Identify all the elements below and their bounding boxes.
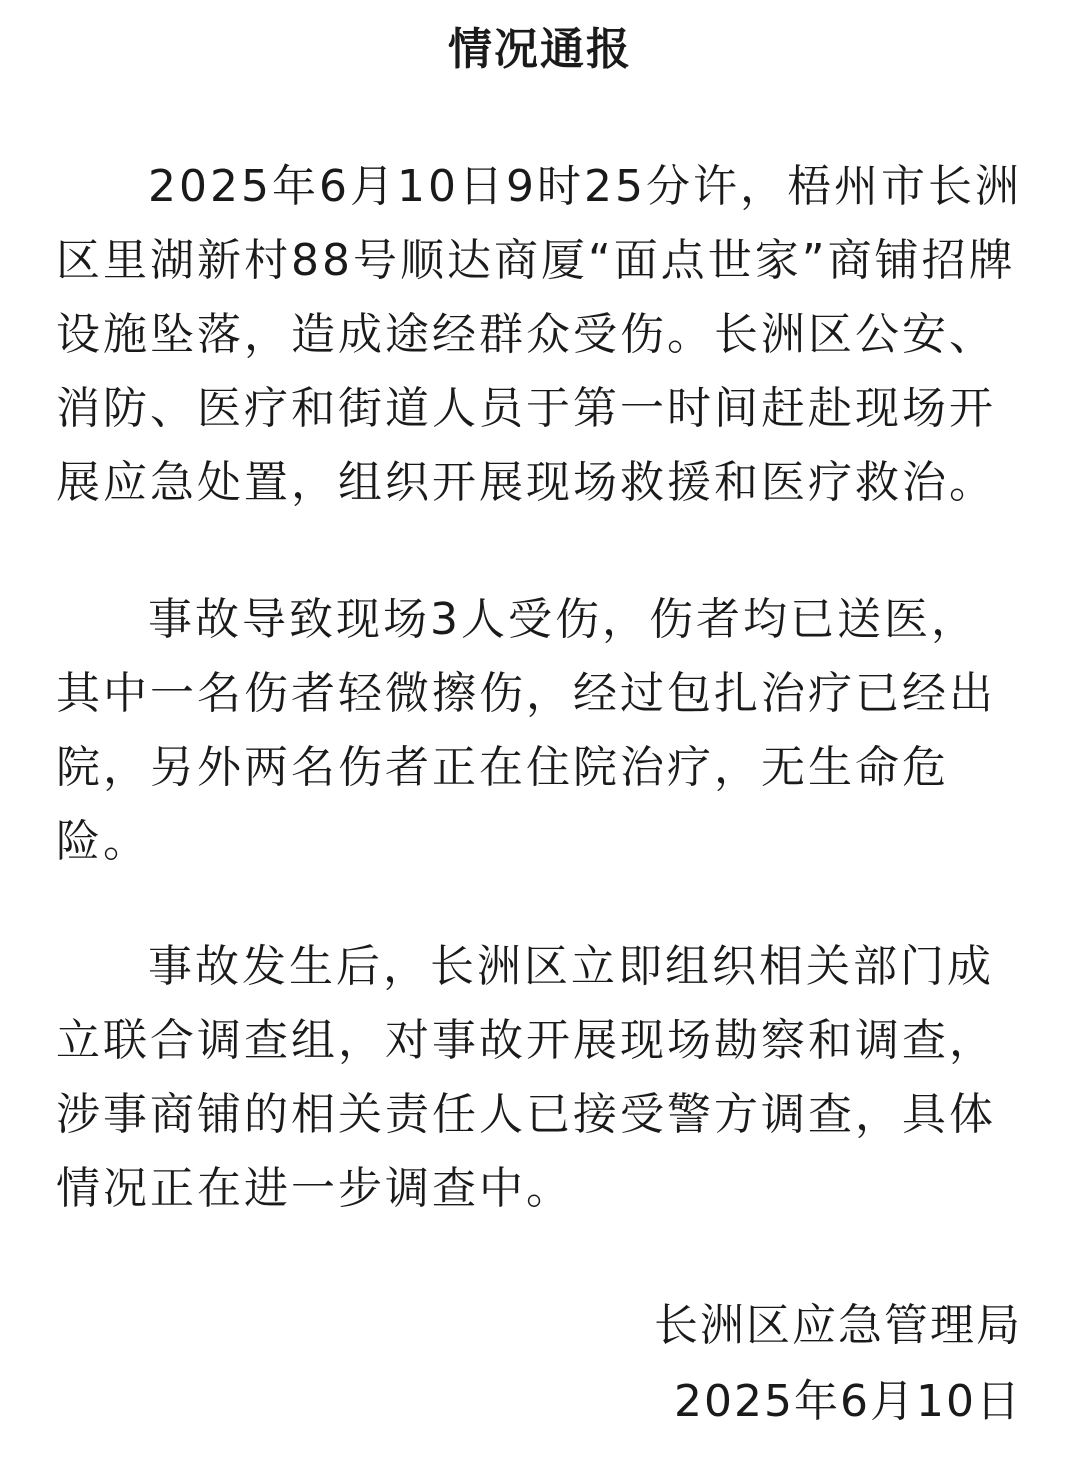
- paragraph-line: 2025年6月10日9时25分许，梧州市长洲: [148, 161, 1022, 212]
- paragraph-line: 立联合调查组，对事故开展现场勘察和调查，: [56, 1015, 996, 1066]
- paragraph-line: 事故发生后，长洲区立即组织相关部门成: [148, 941, 994, 992]
- paragraph-line: 消防、医疗和街道人员于第一时间赶赴现场开: [56, 383, 996, 434]
- paragraph-2: [56, 583, 1026, 879]
- paragraph-line: 情况正在进一步调查中。: [56, 1163, 573, 1214]
- paragraph-1: [56, 150, 1026, 520]
- paragraph-line: 事故导致现场3人受伤，伤者均已送医，: [148, 594, 978, 645]
- paragraph-line: 区里湖新村88号顺达商厦“面点世家”商铺招牌: [56, 235, 1016, 286]
- paragraph-3: [56, 930, 1026, 1226]
- paragraph-line: 展应急处置，组织开展现场救援和医疗救治。: [56, 457, 996, 508]
- paragraph-line: 险。: [56, 816, 150, 867]
- notice-title: 情况通报: [448, 24, 632, 75]
- paragraph-line: 院，另外两名伤者正在住院治疗，无生命危: [56, 742, 949, 793]
- signature-date: 2025年6月10日: [674, 1376, 1022, 1427]
- signature-organization: 长洲区应急管理局: [654, 1300, 1022, 1351]
- paragraph-line: 涉事商铺的相关责任人已接受警方调查，具体: [56, 1089, 996, 1140]
- paragraph-line: 其中一名伤者轻微擦伤，经过包扎治疗已经出: [56, 668, 996, 719]
- paragraph-line: 设施坠落，造成途经群众受伤。长洲区公安、: [56, 309, 996, 360]
